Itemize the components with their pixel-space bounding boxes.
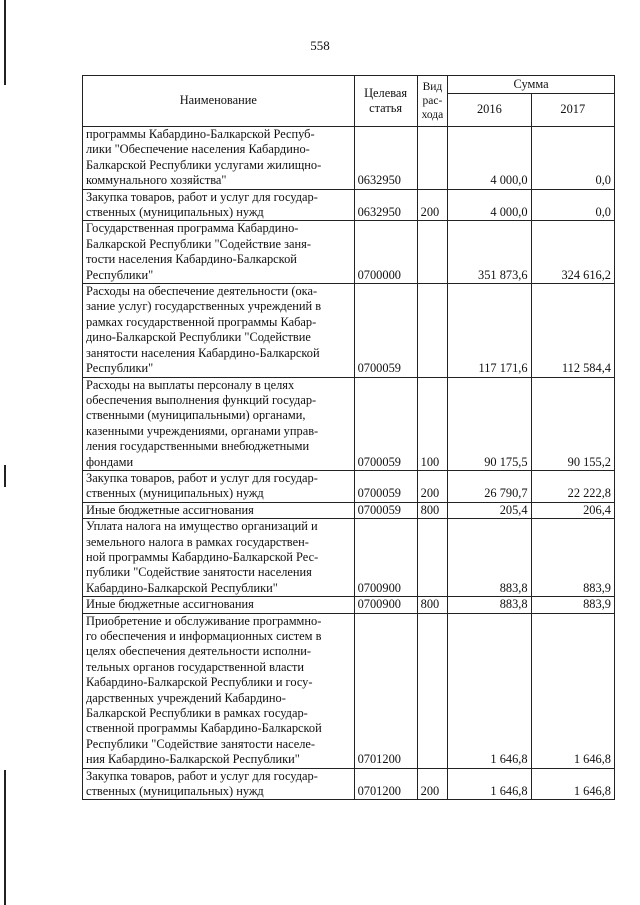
table-row [83,597,615,613]
row-sum-2017: 206,4 [531,502,614,518]
table-row [83,221,615,284]
row-name: Государственная программа Кабардино- Балкарской Республики "Содействие заня- тости населения Кабардино-Балкарской Республики" [83,221,355,284]
row-expense-kind [417,127,448,190]
header-code: Целевая статья [354,76,417,127]
row-sum-2017: 0,0 [531,127,614,190]
row-target-code: 0632950 [354,189,417,221]
table-row [83,189,615,221]
left-scan-edge-lower [4,770,6,905]
row-sum-2016: 4 000,0 [448,127,531,190]
row-name: Расходы на выплаты персоналу в целях обеспечения выполнения функций государ- ственными (муниципальными) органами, казенными учреждениями, органами управ- ления государственными внебюджетными фондами [83,377,355,470]
left-scan-edge-mark [4,465,6,487]
row-name: Расходы на обеспечение деятельности (ока- зание услуг) государственных учреждений в рамках государственной программы Кабар- дино-Балкарской Республики "Содействие занятости населения Кабардино-Балкарской Республики" [83,284,355,377]
budget-table [82,75,615,800]
row-name: программы Кабардино-Балкарской Респуб- лики "Обеспечение населения Кабардино- Балкарской Республики услугами жилищно- коммунального хозяйства" [83,127,355,190]
row-target-code: 0700059 [354,470,417,502]
row-target-code: 0632950 [354,127,417,190]
row-sum-2016: 4 000,0 [448,189,531,221]
header-kind: Вид рас-хода [417,76,448,127]
row-target-code: 0701200 [354,768,417,800]
row-sum-2017: 1 646,8 [531,768,614,800]
row-expense-kind [417,613,448,768]
row-target-code: 0700000 [354,221,417,284]
row-sum-2016: 205,4 [448,502,531,518]
header-year-2016: 2016 [448,94,531,127]
row-target-code: 0700059 [354,284,417,377]
row-sum-2017: 324 616,2 [531,221,614,284]
table-row [83,470,615,502]
row-target-code: 0700059 [354,377,417,470]
row-expense-kind: 800 [417,502,448,518]
row-name: Иные бюджетные ассигнования [83,597,355,613]
row-expense-kind: 800 [417,597,448,613]
row-expense-kind: 200 [417,768,448,800]
row-sum-2016: 1 646,8 [448,613,531,768]
row-sum-2016: 117 171,6 [448,284,531,377]
row-sum-2017: 112 584,4 [531,284,614,377]
row-expense-kind [417,221,448,284]
table-body [83,127,615,800]
row-sum-2017: 883,9 [531,597,614,613]
table-row [83,377,615,470]
row-sum-2016: 1 646,8 [448,768,531,800]
row-name: Закупка товаров, работ и услуг для государ- ственных (муниципальных) нужд [83,768,355,800]
row-expense-kind [417,519,448,597]
row-name: Уплата налога на имущество организаций и земельного налога в рамках государствен- ной программы Кабардино-Балкарской Рес- публики "Содействие занятости населения Кабардино-Балкарской Республики" [83,519,355,597]
table-row [83,502,615,518]
row-expense-kind [417,284,448,377]
row-sum-2017: 90 155,2 [531,377,614,470]
row-sum-2017: 22 222,8 [531,470,614,502]
row-sum-2016: 883,8 [448,519,531,597]
header-name: Наименование [83,76,355,127]
header-sum: Сумма [448,76,615,94]
table-row [83,768,615,800]
table-row [83,284,615,377]
row-target-code: 0701200 [354,613,417,768]
row-name: Закупка товаров, работ и услуг для государ- ственных (муниципальных) нужд [83,189,355,221]
header-year-2017: 2017 [531,94,614,127]
row-target-code: 0700900 [354,597,417,613]
row-name: Приобретение и обслуживание программно- го обеспечения и информационных систем в целях обеспечения деятельности исполни- тельных органов государственной власти Кабардино-Балкарской Республики и госу- дарственных учреждений Кабардино- Балкарской Республики в рамках государ- ственной программы Кабардино-Балкарской Республики "Содействие занятости населе- ния Кабардино-Балкарской Республики" [83,613,355,768]
row-target-code: 0700059 [354,502,417,518]
row-sum-2016: 883,8 [448,597,531,613]
row-expense-kind: 200 [417,189,448,221]
row-sum-2016: 351 873,6 [448,221,531,284]
table-row [83,127,615,190]
row-name: Закупка товаров, работ и услуг для государ- ственных (муниципальных) нужд [83,470,355,502]
row-sum-2016: 90 175,5 [448,377,531,470]
row-sum-2016: 26 790,7 [448,470,531,502]
page-number: 558 [310,38,330,53]
row-expense-kind: 200 [417,470,448,502]
row-sum-2017: 1 646,8 [531,613,614,768]
row-sum-2017: 0,0 [531,189,614,221]
row-name: Иные бюджетные ассигнования [83,502,355,518]
row-target-code: 0700900 [354,519,417,597]
row-sum-2017: 883,9 [531,519,614,597]
table-row [83,519,615,597]
table-row [83,613,615,768]
row-expense-kind: 100 [417,377,448,470]
